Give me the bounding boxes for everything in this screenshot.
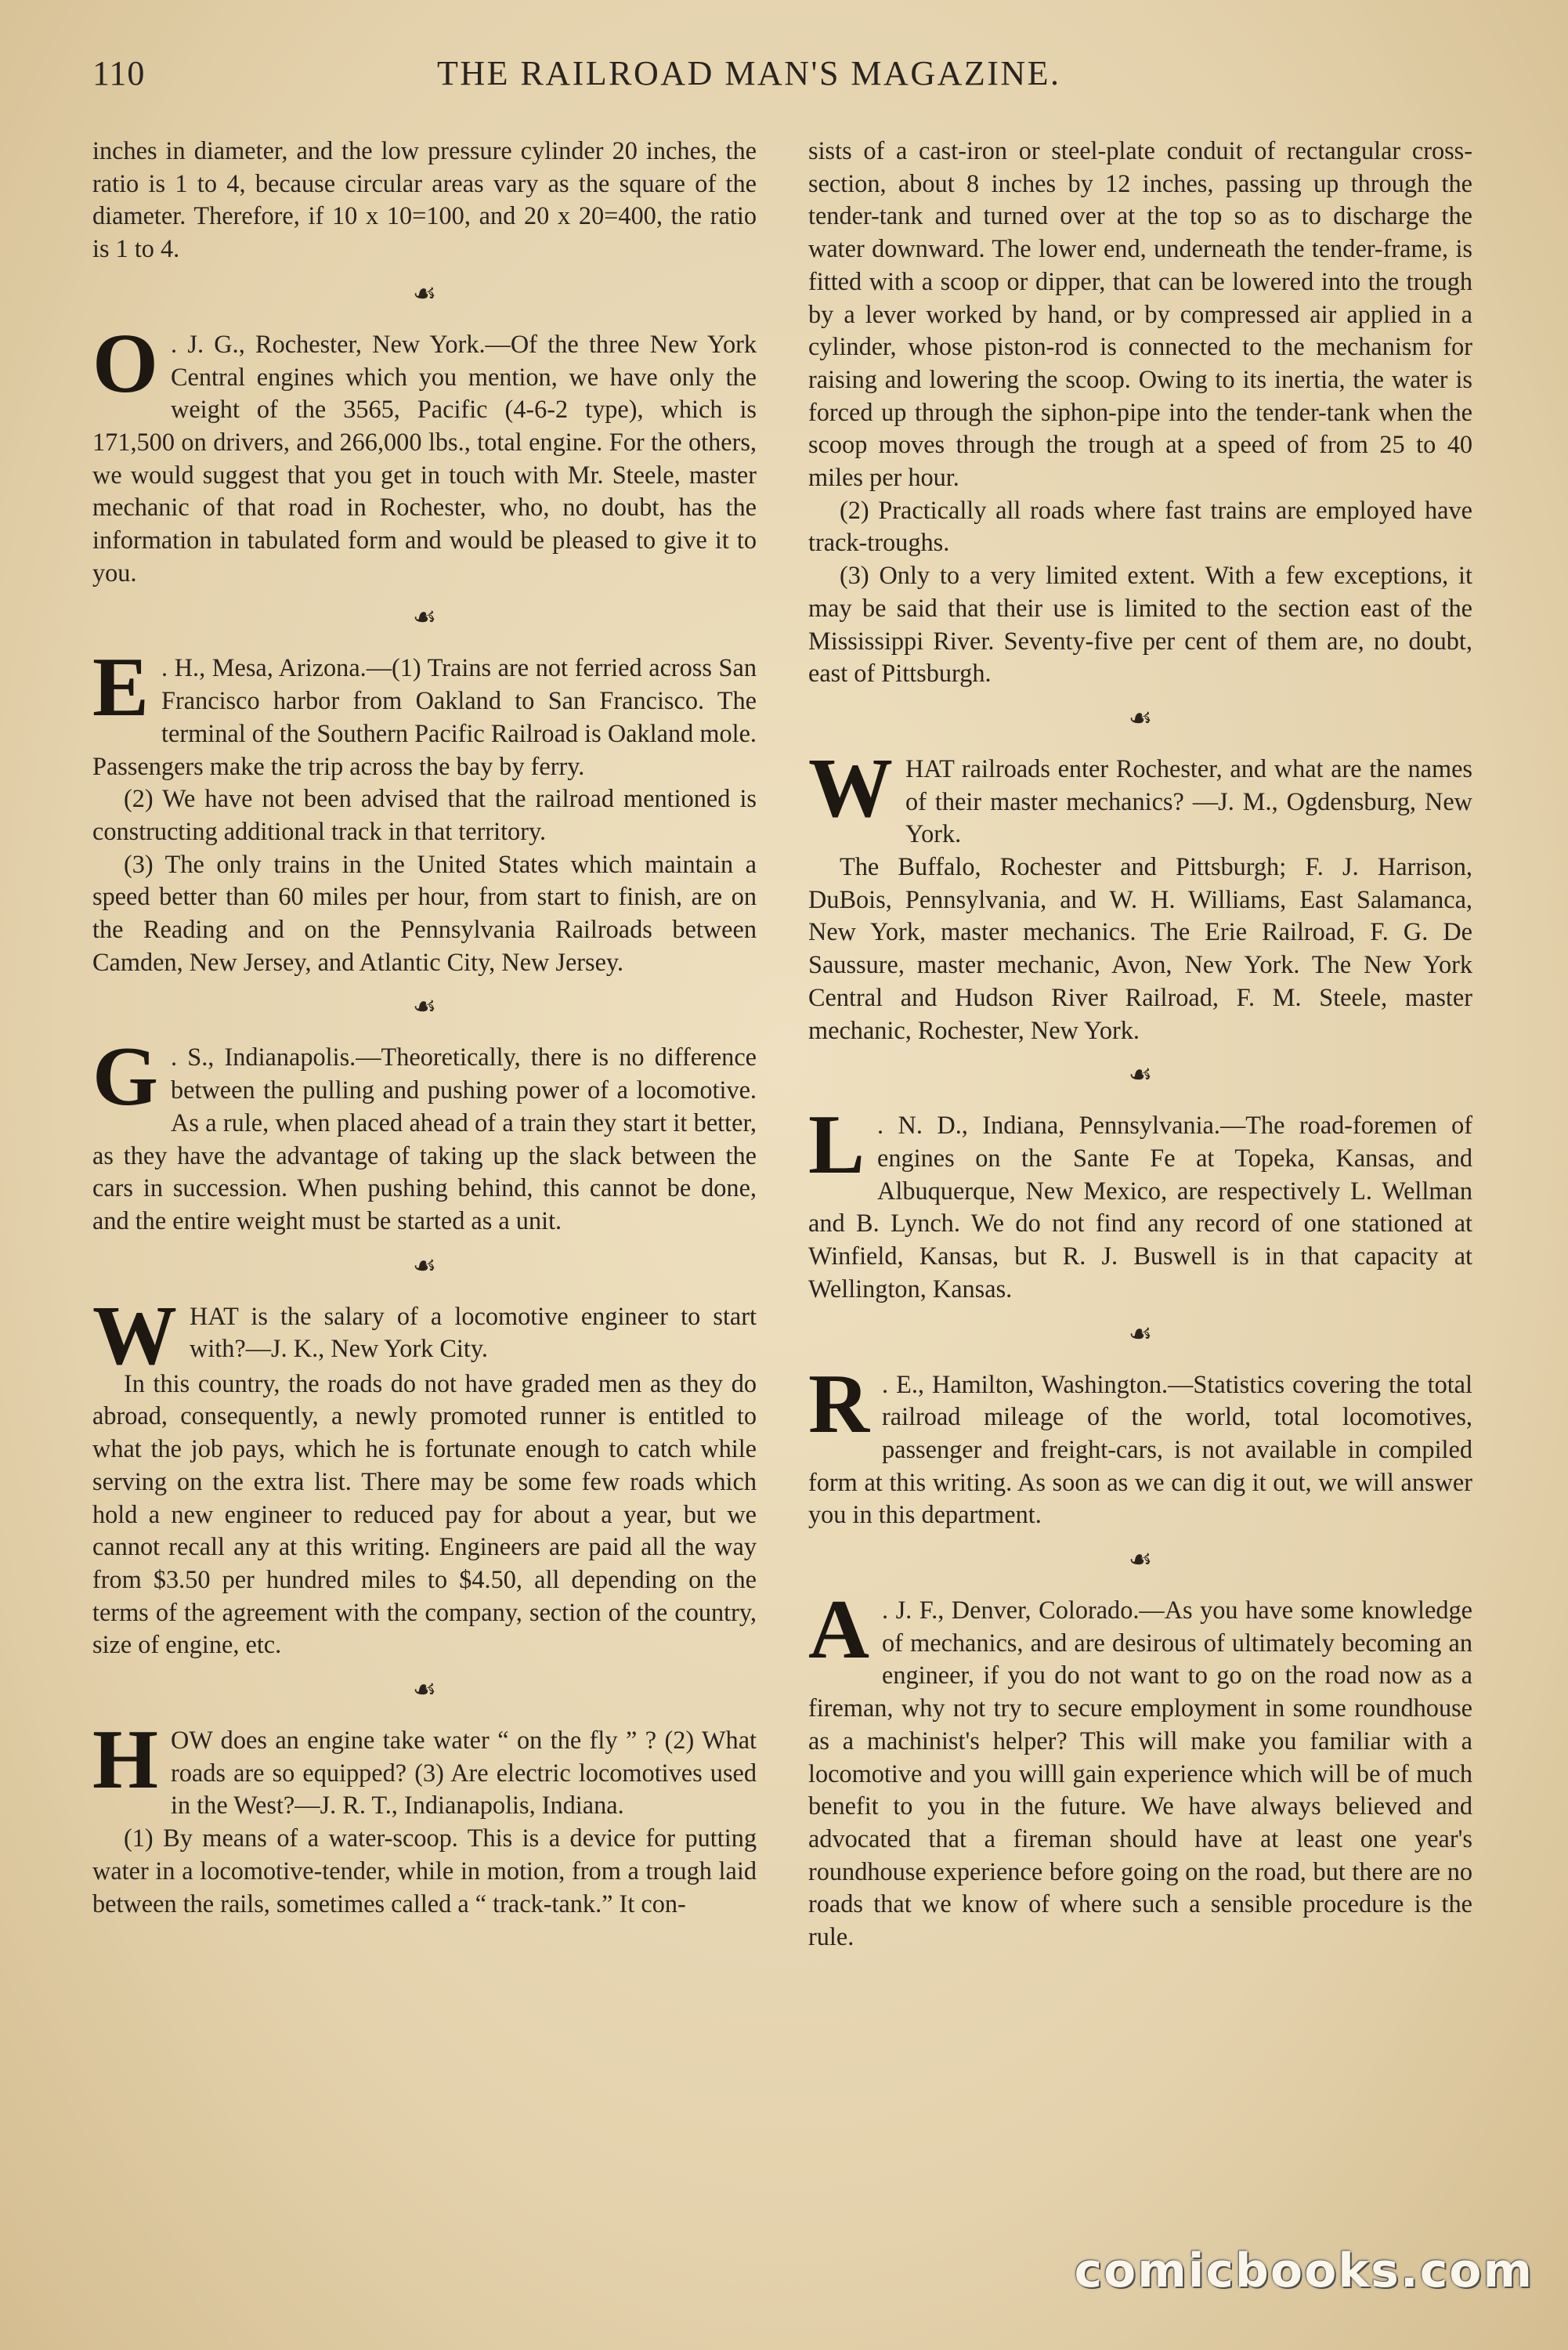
right-column — [808, 135, 1472, 1954]
ornament-icon: ☙ — [1128, 1319, 1153, 1349]
entry-text: . J. G., Rochester, New York.—Of the three New York Central engines which you mention, we have only the weight of the 3565, Pacific (4-6-2 type), which is 171,500 on drivers, and 266,000 lbs., total engine. For the others, we would suggest that you get in touch with Mr. Steele, master mechanic of that road in Rochester, who, no doubt, has the information in tabulated form and would be pleased to give it to you. — [92, 329, 757, 587]
drop-cap: W — [808, 752, 893, 835]
answer-paragraph: In this country, the roads do not have graded men as they do abroad, consequently, a newly promoted runner is entitled to what the job pays, which he is fortunate enough to catch while serving on the extra list. There may be some few roads which hold a new engineer to reduced pay for about a year, but we cannot recall any at this writing. Engineers are paid all the way from $3.50 per hundred miles to $4.50, all depending on the terms of the agreement with the company, section of the country, size of engine, etc. — [92, 1368, 757, 1659]
entry-text: . S., Indianapolis.—Theoretically, there is no difference between the pulling and pushing power of a locomotive. As a rule, when placed ahead of a train they start it better, as they have the advantage of taking up the slack between the cars in succession. When pushing behind, this cannot be done, and the entire weight must be started as a unit. — [92, 1043, 757, 1235]
ornament-icon: ☙ — [412, 1676, 437, 1705]
drop-cap: G — [92, 1041, 159, 1124]
paragraph-continuation: sists of a cast-iron or steel-plate conduit of rectangular cross-section, about 8 inches by 12 inches, passing up through the tender-tank and turned over at the top so as to discharge the water downward. The lower end, underneath the tender-frame, is fitted with a scoop or dipper, that can be lowered into the trough by a lever worked by hand, or by compressed air applied in a cylinder, whose piston-rod is connected to the mechanism for raising and lowering the scoop. Owing to its inertia, the water is forced up through the siphon-pipe into the tender-tank when the scoop moves through the trough at a speed of from 25 to 40 miles per hour. — [808, 136, 1472, 492]
question-text: OW does an engine take water “ on the fly ” ? (2) What roads are so equipped? (3) Are electric locomotives used in the West?—J. R. T., Indianapolis, Indiana. — [171, 1726, 757, 1820]
answer-paragraph: The Buffalo, Rochester and Pittsburgh; F. J. Harrison, DuBois, Pennsylvania, and W. H. Williams, East Salamanca, New York, master mechanics. The Erie Railroad, F. G. De Saussure, master mechanic, Avon, New York. The New York Central and Hudson River Railroad, F. M. Steele, master mechanic, Rochester, New York. — [808, 852, 1472, 1044]
answer-entry — [92, 328, 757, 590]
ornament-icon: ☙ — [412, 279, 437, 309]
entry-text: . N. D., Indiana, Pennsylvania.—The road-foremen of engines on the Sante Fe at Topeka, Kansas, and Albuquerque, New Mexico, are respectively L. Wellman and B. Lynch. We do not find any record of one stationed at Winfield, Kansas, but R. J. Buswell is in that capacity at Wellington, Kansas. — [808, 1111, 1472, 1303]
answer-paragraph: (1) By means of a water-scoop. This is a device for putting water in a locomotive-tender, while in motion, from a trough laid between the rails, sometimes called a “ track-tank.” It con- — [92, 1824, 757, 1918]
ornament-icon: ☙ — [1128, 1061, 1153, 1090]
drop-cap: O — [92, 327, 159, 410]
answer-entry — [92, 1041, 757, 1237]
drop-cap: L — [808, 1109, 865, 1192]
drop-cap: E — [92, 652, 150, 735]
ornament-icon: ☙ — [412, 603, 437, 633]
entry-paragraph: (3) The only trains in the United States which maintain a speed better than 60 miles per hour, from start to finish, are on the Reading and on the Pennsylvania Railroads between Camden, New Jersey, and Atlantic City, New Jersey. — [92, 849, 757, 976]
running-title: THE RAILROAD MAN'S MAGAZINE. — [437, 54, 1061, 92]
answer-entry — [808, 1594, 1472, 1954]
entry-text: . H., Mesa, Arizona.—(1) Trains are not ferried across San Francisco harbor from Oakland to San Francisco. The terminal of the Southern Pacific Railroad is Oakland mole. Passengers make the trip across the bay by ferry. — [92, 653, 757, 780]
site-watermark: comicbooks.com — [1074, 2243, 1534, 2298]
entry-paragraph: (2) We have not been advised that the railroad mentioned is constructing additional track in that territory. — [92, 784, 757, 845]
page-number: 110 — [92, 54, 146, 92]
answer-entry — [808, 1368, 1472, 1532]
paragraph-continuation: inches in diameter, and the low pressure cylinder 20 inches, the ratio is 1 to 4, because circular areas vary as the square of the diameter. Therefore, if 10 x 10=100, and 20 x 20=400, the ratio is 1 to 4. — [92, 136, 757, 263]
question-text: HAT railroads enter Rochester, and what are the names of their master mechanics? —J. M., Ogdensburg, New York. — [905, 754, 1472, 848]
question-entry — [92, 1724, 757, 1822]
ornament-icon: ☙ — [412, 1251, 437, 1281]
answer-paragraph: (2) Practically all roads where fast trains are employed have track-troughs. — [808, 495, 1472, 557]
question-text: HAT is the salary of a locomotive engineer to start with?—J. K., New York City. — [190, 1301, 757, 1363]
entry-text: . E., Hamilton, Washington.—Statistics covering the total railroad mileage of the world, total locomotives, passenger and freight-cars, is not available in compiled form at this writing. As soon as we can dig it out, we will answer you in this department. — [808, 1369, 1472, 1529]
drop-cap: R — [808, 1368, 869, 1451]
answer-entry — [92, 652, 757, 783]
entry-text: . J. F., Denver, Colorado.—As you have some knowledge of mechanics, and are desirous of ultimately becoming an engineer, if you do not want to go on the road now as a fireman, why not try to secure employment in some roundhouse as a machinist's helper? This will make you familiar with a locomotive and you willl gain experience which will be of much benefit to you in the future. We have always believed and advocated that a fireman should have at least one year's roundhouse experience before going on the road, but there are no roads that we know of where such a sensible procedure is the rule. — [808, 1596, 1472, 1951]
ornament-icon: ☙ — [412, 992, 437, 1022]
drop-cap: H — [92, 1724, 159, 1807]
drop-cap: W — [92, 1300, 177, 1368]
ornament-icon: ☙ — [1128, 703, 1153, 733]
question-entry — [92, 1300, 757, 1368]
ornament-icon: ☙ — [1128, 1546, 1153, 1575]
page-header — [92, 53, 1465, 100]
question-entry — [808, 753, 1472, 851]
left-column — [92, 135, 757, 1920]
drop-cap: A — [808, 1594, 869, 1677]
answer-paragraph: (3) Only to a very limited extent. With a few exceptions, it may be said that their use is limited to the section east of the Mississippi River. Seventy-five per cent of them are, no doubt, east of Pittsburgh. — [808, 561, 1472, 688]
answer-entry — [808, 1109, 1472, 1305]
